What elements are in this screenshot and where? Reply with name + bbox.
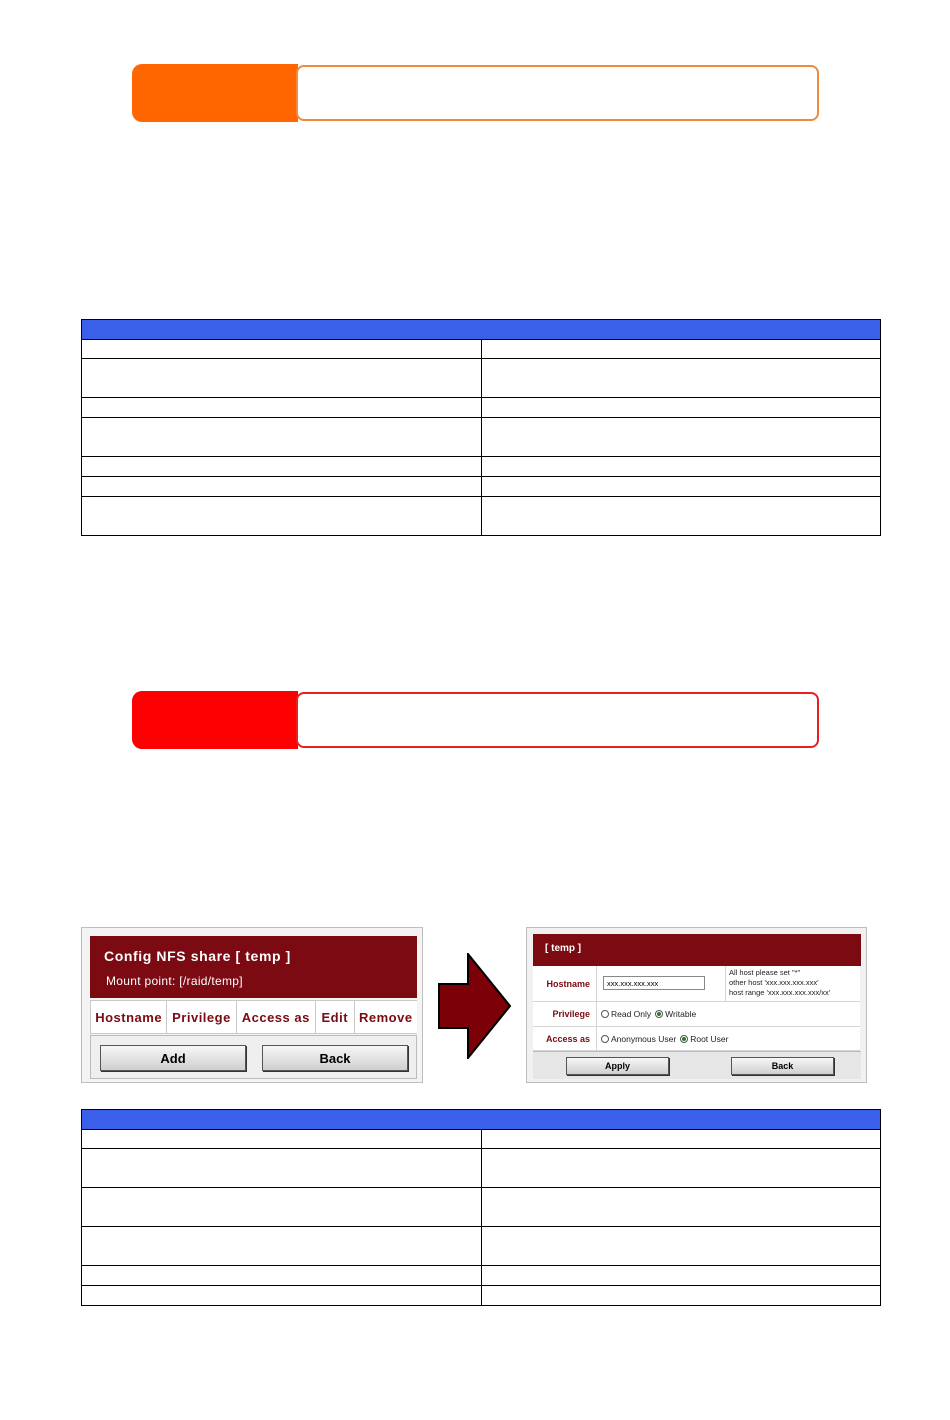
table-row — [82, 457, 881, 477]
access-as-label: Access as — [533, 1027, 597, 1050]
table-row — [82, 1286, 881, 1306]
hostname-row — [533, 966, 860, 1002]
column-edit[interactable]: Edit — [316, 1001, 355, 1033]
config-panel-title: Config NFS share [ temp ] — [104, 948, 291, 964]
table-row — [82, 477, 881, 497]
table-row — [82, 418, 881, 457]
note-callout-box — [296, 65, 819, 121]
column-access-as[interactable]: Access as — [237, 1001, 316, 1033]
table-row — [82, 359, 881, 398]
nfs-column-headers — [90, 1000, 417, 1034]
table-row — [82, 1149, 881, 1188]
warning-callout-tab — [132, 691, 298, 749]
writable-label: Writable — [665, 1009, 697, 1019]
table-row — [82, 1227, 881, 1266]
read-only-label: Read Only — [611, 1009, 652, 1019]
privilege-row — [533, 1002, 860, 1027]
config-nfs-panel — [81, 927, 423, 1083]
edit-host-panel — [526, 927, 867, 1083]
note-callout-tab — [132, 64, 298, 122]
config-panel-header — [90, 936, 417, 998]
table-row — [82, 497, 881, 536]
table-row — [82, 1188, 881, 1227]
warning-callout-box — [296, 692, 819, 748]
anonymous-user-radio[interactable] — [601, 1035, 609, 1043]
table-row — [82, 1266, 881, 1286]
anonymous-user-label: Anonymous User — [611, 1033, 677, 1044]
writable-radio[interactable] — [655, 1010, 663, 1018]
read-only-radio[interactable] — [601, 1010, 609, 1018]
privilege-label: Privilege — [533, 1002, 597, 1026]
add-button[interactable]: Add — [100, 1045, 246, 1071]
column-privilege[interactable]: Privilege — [167, 1001, 236, 1033]
spec-table-2 — [81, 1109, 881, 1306]
hostname-help: All host please set "*" other host 'xxx.xxx.xxx.xxx' host range 'xxx.xxx.xxx.xxx/xx' — [725, 966, 830, 1001]
table-row — [82, 398, 881, 418]
right-arrow-icon — [438, 953, 512, 1059]
hostname-label: Hostname — [533, 966, 597, 1001]
hostname-input[interactable]: xxx.xxx.xxx.xxx — [603, 976, 705, 990]
edit-panel-header — [533, 934, 861, 966]
access-row — [533, 1027, 860, 1051]
edit-panel-title: [ temp ] — [545, 943, 582, 954]
column-hostname[interactable]: Hostname — [91, 1001, 167, 1033]
back-button[interactable]: Back — [262, 1045, 408, 1071]
spec-table-1 — [81, 319, 881, 536]
table-row — [82, 340, 881, 359]
mount-point-text: Mount point: [/raid/temp] — [106, 974, 243, 988]
edit-back-button[interactable]: Back — [731, 1057, 834, 1075]
root-user-radio[interactable] — [680, 1035, 688, 1043]
root-user-label: Root User — [690, 1033, 729, 1044]
column-remove[interactable]: Remove — [359, 1009, 413, 1025]
table-row — [82, 1130, 881, 1149]
apply-button[interactable]: Apply — [566, 1057, 669, 1075]
